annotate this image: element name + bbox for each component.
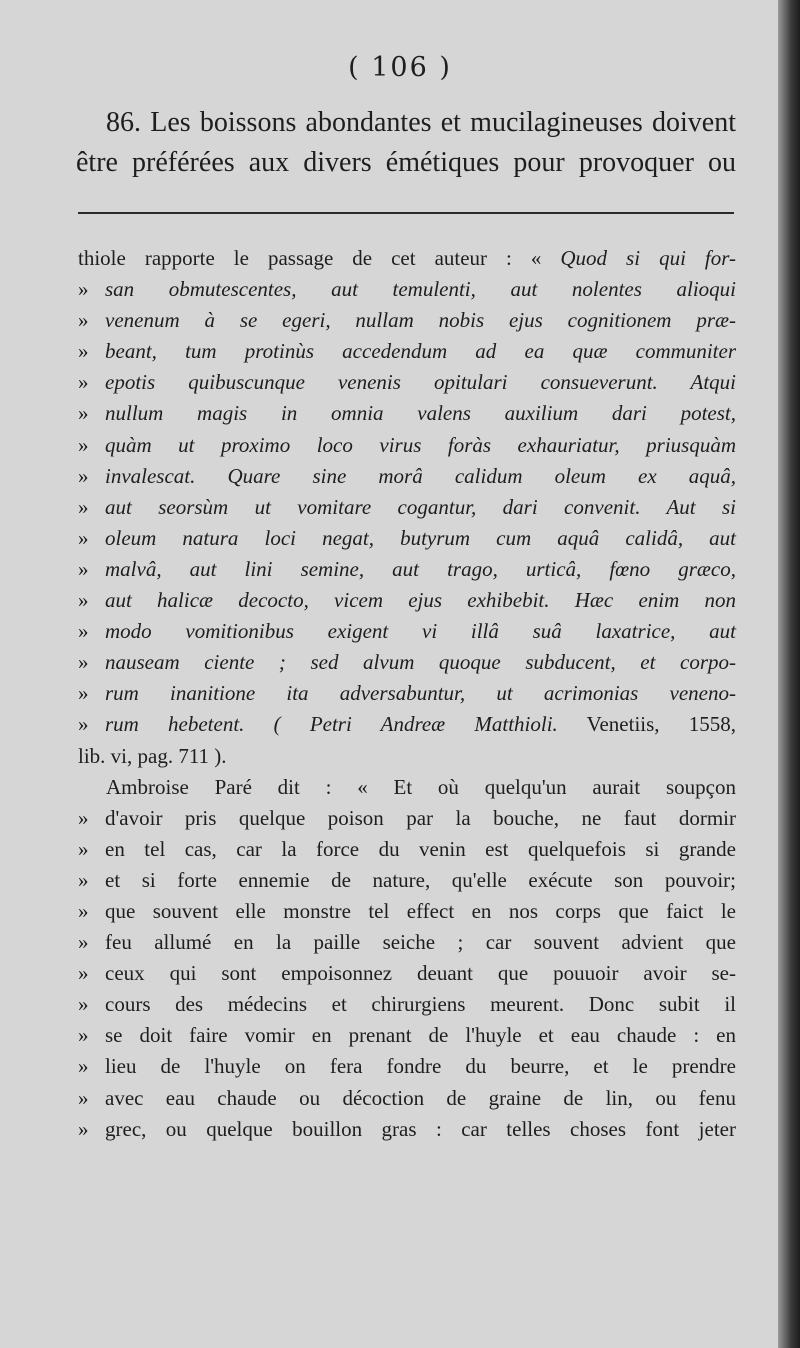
quote-line (78, 336, 736, 367)
footnote-first-line (78, 243, 736, 274)
quote-line-text: quàm ut proximo loco virus foràs exhauriatur, priusquàm (105, 432, 736, 457)
quote-line-text: nauseam ciente ; sed alvum quoque subducent, et corpo- (105, 650, 736, 675)
quote-line-text: san obmutescentes, aut temulenti, aut nolentes alioqui (105, 277, 736, 302)
quote-mark: » (78, 401, 89, 426)
quote-line (78, 803, 736, 834)
main-paragraph (76, 103, 736, 183)
quote-line-text: invalescat. Quare sine morâ calidum oleum ex aquâ, (105, 463, 736, 488)
footnote-block (78, 243, 736, 1145)
quote-line (78, 616, 736, 647)
quote-line-text: grec, ou quelque bouillon gras : car telles choses font jeter (105, 1116, 736, 1141)
quote-line (78, 1051, 736, 1082)
quote-line (78, 585, 736, 616)
quote-mark: » (78, 494, 89, 519)
quote-line-text: et si forte ennemie de nature, qu'elle exécute son pouvoir; (105, 867, 736, 892)
footnote-text-roman: thiole rapporte le passage de cet auteur : « (78, 246, 561, 270)
quote-mark: » (78, 930, 89, 955)
quote-line (78, 834, 736, 865)
quote-mark: » (78, 961, 89, 986)
quote-line-text: modo vomitionibus exigent vi illâ suâ laxatrice, aut (105, 619, 736, 644)
quote-line (78, 989, 736, 1020)
quote-line-text: que souvent elle monstre tel effect en nos corps que faict le (105, 898, 736, 923)
quote-line-text: d'avoir pris quelque poison par la bouche, ne faut dormir (105, 805, 736, 830)
quote-line-text: oleum natura loci negat, butyrum cum aquâ calidâ, aut (105, 525, 736, 550)
quote-mark: » (78, 836, 89, 861)
quote-line (78, 896, 736, 927)
quote-line (78, 398, 736, 429)
footnote-separator-rule (78, 212, 734, 214)
quote-line (78, 274, 736, 305)
quote-line (78, 430, 736, 461)
quote-line (78, 461, 736, 492)
quote-mark: » (78, 339, 89, 364)
quote-mark: » (78, 898, 89, 923)
quote-line-text: feu allumé en la paille seiche ; car souvent advient que (105, 930, 736, 955)
quote-mark: » (78, 681, 89, 706)
quote-mark: » (78, 463, 89, 488)
quote-line-text: se doit faire vomir en prenant de l'huyle et eau chaude : en (105, 1023, 736, 1048)
quote-mark: » (78, 277, 89, 302)
quote-line-text: cours des médecins et chirurgiens meurent. Donc subit il (105, 992, 736, 1017)
quote-mark: » (78, 588, 89, 613)
quote-mark: » (78, 1023, 89, 1048)
main-text-line: 86. Les boissons abondantes et mucilagineuses doivent (106, 107, 736, 138)
latin-quote (78, 274, 736, 709)
quote-line-text: lieu de l'huyle on fera fondre du beurre, et le prendre (105, 1054, 736, 1079)
quote-line (78, 678, 736, 709)
quote-mark: » (78, 432, 89, 457)
quote-line (78, 305, 736, 336)
page-edge-shadow (778, 0, 800, 1348)
quote-line-text: venenum à se egeri, nullam nobis ejus cognitionem præ- (105, 308, 736, 333)
quote-mark: » (78, 1054, 89, 1079)
quote-mark: » (78, 1085, 89, 1110)
page-number: ( 106 ) (348, 52, 452, 83)
citation-italic: rum hebetent. ( Petri Andreæ Matthioli. (105, 712, 558, 737)
quote-mark: » (78, 308, 89, 333)
quote-line-text: en tel cas, car la force du venin est quelquefois si grande (105, 836, 736, 861)
quote-line (78, 1114, 736, 1145)
quote-mark: » (78, 525, 89, 550)
quote-line (78, 647, 736, 678)
quote-line-text: beant, tum protinùs accedendum ad ea quæ communiter (105, 339, 736, 364)
quote-mark: » (78, 1116, 89, 1141)
pare-first-line: Ambroise Paré dit : « Et où quelqu'un aurait soupçon (106, 774, 736, 799)
quote-mark: » (78, 805, 89, 830)
quote-line-text: epotis quibuscunque venenis opitulari consueverunt. Atqui (105, 370, 736, 395)
quote-mark: » (78, 370, 89, 395)
citation-end: lib. vi, pag. 711 ). (78, 743, 227, 768)
quote-mark: » (78, 712, 89, 737)
quote-line (78, 958, 736, 989)
quote-line-text: nullum magis in omnia valens auxilium dari potest, (105, 401, 736, 426)
quote-line (78, 927, 736, 958)
quote-line-text: avec eau chaude ou décoction de graine de lin, ou fenu (105, 1085, 736, 1110)
quote-line-text: aut seorsùm ut vomitare cogantur, dari convenit. Aut si (105, 494, 736, 519)
quote-mark: » (78, 867, 89, 892)
pare-quote (78, 803, 736, 1145)
quote-mark: » (78, 992, 89, 1017)
quote-line (78, 865, 736, 896)
quote-line-text: malvâ, aut lini semine, aut trago, urticâ, fœno græco, (105, 556, 736, 581)
main-text-line: être préférées aux divers émétiques pour provoquer ou (76, 147, 736, 178)
quote-line (78, 367, 736, 398)
quote-line (78, 554, 736, 585)
quote-line-text: aut halicæ decocto, vicem ejus exhibebit. Hæc enim non (105, 588, 736, 613)
quote-mark: » (78, 650, 89, 675)
quote-line (78, 1083, 736, 1114)
quote-line (78, 1020, 736, 1051)
quote-mark: » (78, 619, 89, 644)
quote-line (78, 523, 736, 554)
quote-line (78, 492, 736, 523)
citation-line (78, 709, 736, 740)
footnote-text-italic: Quod si qui for- (560, 246, 736, 270)
quote-line-text: ceux qui sont empoisonnez deuant que pouuoir avoir se- (105, 961, 736, 986)
citation-roman: Venetiis, 1558, (557, 712, 736, 737)
quote-line-text: rum inanitione ita adversabuntur, ut acrimonias veneno- (105, 681, 736, 706)
quote-mark: » (78, 556, 89, 581)
